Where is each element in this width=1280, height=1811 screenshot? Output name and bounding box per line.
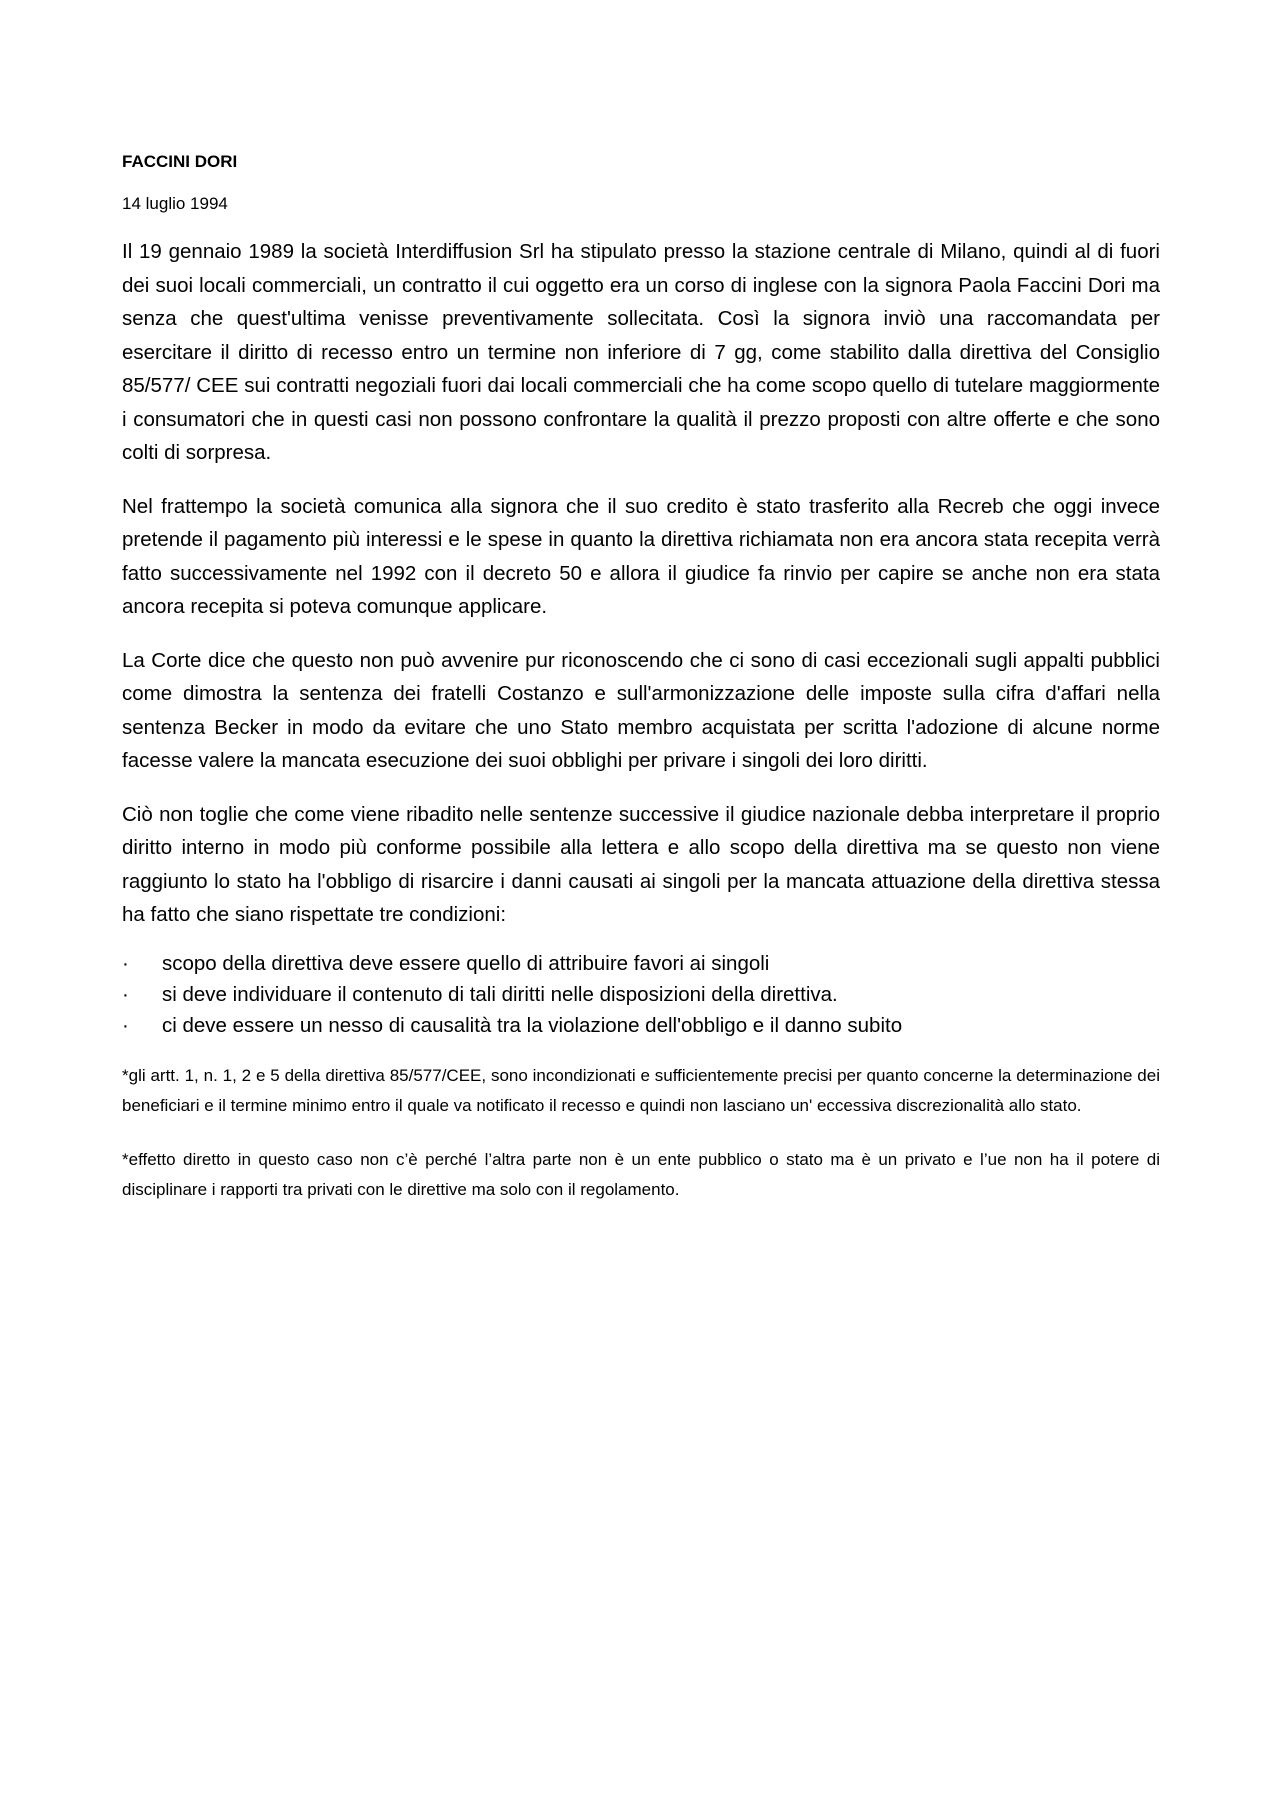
list-item-text: ci deve essere un nesso di causalità tra la violazione dell'obbligo e il danno subito	[162, 1013, 903, 1037]
list-item-text: scopo della direttiva deve essere quello di attribuire favori ai singoli	[162, 951, 770, 975]
list-item	[122, 948, 1160, 979]
bullet-icon: ·	[122, 951, 129, 975]
bullet-icon: ·	[122, 982, 129, 1006]
footnote: *gli artt. 1, n. 1, 2 e 5 della direttiva 85/577/CEE, sono incondizionati e sufficientemente precisi per quanto concerne la determinazione dei beneficiari e il termine minimo entro il quale va notificato il recesso e quindi non lasciano un' eccessiva discrezionalità allo stato.	[122, 1065, 1160, 1115]
conditions-list	[122, 948, 1160, 1041]
list-item	[122, 1010, 1160, 1041]
paragraph: Ciò non toglie che come viene ribadito nelle sentenze successive il giudice nazionale debba interpretare il proprio diritto interno in modo più conforme possibile alla lettera e allo scopo della direttiva ma se questo non viene raggiunto lo stato ha l'obbligo di risarcire i danni causati ai singoli per la mancata attuazione della direttiva stessa ha fatto che siano rispettate tre condizioni:	[122, 802, 1160, 926]
list-item-text: si deve individuare il contenuto di tali diritti nelle disposizioni della direttiva.	[162, 982, 838, 1006]
document-date: 14 luglio 1994	[122, 194, 228, 213]
footnote: *effetto diretto in questo caso non c’è perché l’altra parte non è un ente pubblico o stato ma è un privato e l’ue non ha il potere di disciplinare i rapporti tra privati con le direttive ma solo con il regolamento.	[122, 1149, 1160, 1199]
paragraph: Nel frattempo la società comunica alla signora che il suo credito è stato trasferito alla Recreb che oggi invece pretende il pagamento più interessi e le spese in quanto la direttiva richiamata non era ancora stata recepita verrà fatto successivamente nel 1992 con il decreto 50 e allora il giudice fa rinvio per capire se anche non era stata ancora recepita si poteva comunque applicare.	[122, 494, 1160, 618]
paragraph: Il 19 gennaio 1989 la società Interdiffusion Srl ha stipulato presso la stazione centrale di Milano, quindi al di fuori dei suoi locali commerciali, un contratto il cui oggetto era un corso di inglese con la signora Paola Faccini Dori ma senza che quest'ultima venisse preventivamente sollecitata. Così la signora inviò una raccomandata per esercitare il diritto di recesso entro un termine non inferiore di 7 gg, come stabilito dalla direttiva del Consiglio 85/577/ CEE sui contratti negoziali fuori dai locali commerciali che ha come scopo quello di tutelare maggiormente i consumatori che in questi casi non possono confrontare la qualità il prezzo proposti con altre offerte e che sono colti di sorpresa.	[122, 240, 1160, 464]
bullet-icon: ·	[122, 1013, 129, 1037]
paragraph: La Corte dice che questo non può avvenire pur riconoscendo che ci sono di casi eccezionali sugli appalti pubblici come dimostra la sentenza dei fratelli Costanzo e sull'armonizzazione delle imposte sulla cifra d'affari nella sentenza Becker in modo da evitare che uno Stato membro acquistata per scritta l'adozione di alcune norme facesse valere la mancata esecuzione dei suoi obblighi per privare i singoli dei loro diritti.	[122, 648, 1160, 772]
list-item	[122, 979, 1160, 1010]
document-title: FACCINI DORI	[122, 152, 238, 171]
document-page	[122, 150, 1160, 1205]
